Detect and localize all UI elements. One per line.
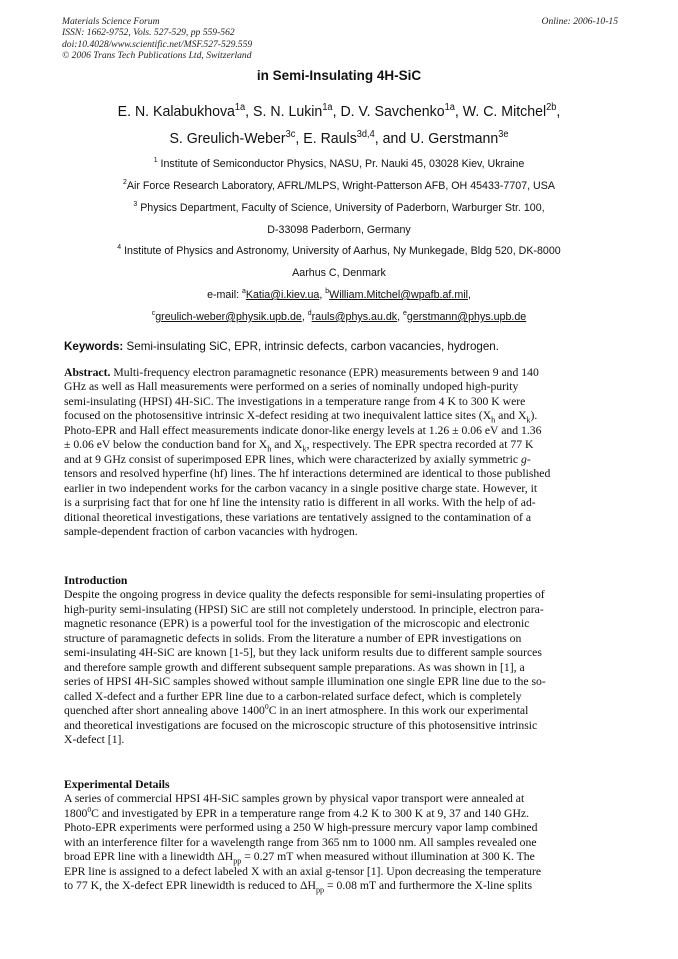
body-line: EPR line is assigned to a defect labeled X with an axial g-tensor [1]. Upon decreasing the temperature bbox=[64, 864, 542, 878]
email-link-c[interactable]: greulich-weber@physik.upb.de bbox=[155, 311, 302, 323]
email-line-1: e-mail: $^a$Katia@i.kiev.ua, $^b$William.Mitchel@wpafb.af.mil, bbox=[207, 286, 471, 301]
abstract-line: and at 9 GHz consist of superimposed EPR lines, which were characterized by axially symmetric g- bbox=[64, 452, 531, 466]
affiliation-4: $^4$ Institute of Physics and Astronomy, University of Aarhus, Ny Munkegade, Bldg 520, DK-8000 bbox=[117, 242, 561, 257]
journal-doi: doi:10.4028/www.scientific.net/MSF.527-529.559 bbox=[62, 38, 253, 50]
author-affil-mark: 3d,4 bbox=[356, 129, 375, 140]
author: W. C. Mitchel bbox=[462, 103, 547, 120]
abstract-line: ditional theoretical investigations, these variations are tentatively assigned to the contamination of a bbox=[64, 510, 532, 524]
body-line: A series of commercial HPSI 4H-SiC samples grown by physical vapor transport were annealed at bbox=[64, 792, 525, 806]
author-line-2: S. Greulich-Weber$^{3c}$, E. Rauls$^{3d,4}$, and U. Gerstmann$^{3e}$ bbox=[169, 129, 509, 147]
abstract-line: earlier in two independent works for the carbon vacancy in a single positive charge state. However, it bbox=[64, 481, 538, 495]
abstract-label: Abstract. bbox=[64, 366, 111, 379]
experimental-section bbox=[64, 778, 616, 894]
body-line: broad EPR line with a linewidth $\Delta H_{pp} = 0.27$ mT when measured without illumination at 300 K. The bbox=[64, 850, 535, 866]
keywords bbox=[64, 340, 499, 353]
section-heading: Experimental Details bbox=[64, 778, 170, 791]
author-affil-mark: 3c bbox=[285, 129, 296, 140]
body-line: 1800$^0$C and investigated by EPR in a temperature range from 4.2 K to 300 K at 9, 37 and 140 GHz. bbox=[64, 805, 530, 820]
author: S. Greulich-Weber bbox=[169, 130, 286, 147]
body-line: X-defect [1]. bbox=[64, 732, 125, 746]
email-link-d[interactable]: rauls@phys.au.dk bbox=[311, 311, 398, 323]
journal-name: Materials Science Forum bbox=[62, 16, 160, 27]
body-line: quenched after short annealing above 1400$^0$C in an inert atmosphere. In this work our experimental bbox=[64, 702, 529, 718]
body-line: magnetic resonance (EPR) is a powerful tool for the investigation of the microscopic and electronic bbox=[64, 617, 530, 631]
author-affil-mark: 2b bbox=[546, 102, 557, 113]
body-line: high-purity semi-insulating (HPSI) SiC are still not completely understood. In principle, electron para- bbox=[64, 602, 544, 616]
email-link-e[interactable]: gerstmann@phys.upb.de bbox=[406, 311, 527, 323]
author-affil-mark: 1a bbox=[444, 102, 455, 113]
author: U. Gerstmann bbox=[410, 130, 499, 147]
abstract-line: focused on the photosensitive intrinsic X-defect residing at two inequivalent lattice sites ($X_h$ and $X_k$). bbox=[64, 409, 538, 425]
paper-title: in Semi-Insulating 4H-SiC bbox=[256, 68, 422, 83]
affiliation-2: $^2$Air Force Research Laboratory, AFRL/MLPS, Wright-Patterson AFB, OH 45433-7707, USA bbox=[123, 177, 555, 192]
email-link-a[interactable]: Katia@i.kiev.ua bbox=[245, 289, 320, 301]
body-line: with an interference filter for a wavelength range from 365 nm to 1000 nm. All samples revealed one bbox=[64, 835, 537, 849]
abstract-line: Photo-EPR and Hall effect measurements indicate donor-like energy levels at 1.26 ± 0.06 eV and 1.36 bbox=[64, 423, 542, 437]
journal-issn: ISSN: 1662-9752, Vols. 527-529, pp 559-562 bbox=[62, 27, 235, 39]
abstract-line: tensors and resolved hyperfine (hf) lines. The hf interactions determined are identical to those published bbox=[64, 467, 551, 481]
body-line: called X-defect and a further EPR line due to a carbon-related surface defect, which is completely bbox=[64, 689, 522, 703]
author-affil-mark: 3e bbox=[498, 129, 509, 140]
online-date: Online: 2006-10-15 bbox=[541, 16, 618, 27]
body-line: series of HPSI 4H-SiC samples showed without sample illumination one single EPR line due to the so- bbox=[64, 675, 546, 689]
keywords-text: Semi-insulating SiC, EPR, intrinsic defects, carbon vacancies, hydrogen. bbox=[126, 340, 499, 353]
introduction-section bbox=[64, 574, 616, 747]
abstract-line: ± 0.06 eV below the conduction band for $X_h$ and $X_k$, respectively. The EPR spectra recorded at 77 K bbox=[64, 438, 534, 454]
body-line: and theoretical investigations are focused on the microscopic structure of this photosensitive intrinsic bbox=[64, 718, 538, 732]
author: S. N. Lukin bbox=[253, 103, 323, 120]
author: E. N. Kalabukhova bbox=[117, 103, 235, 120]
author-affil-mark: 1a bbox=[322, 102, 333, 113]
abstract bbox=[64, 366, 616, 539]
abstract-line: is a surprising fact that for one hf line the intensity ratio is different in all works. With the help of ad- bbox=[64, 496, 536, 510]
affiliation-4-cont: Aarhus C, Denmark bbox=[292, 267, 386, 279]
body-line: semi-insulating 4H-SiC are known [1-5], but they lack uniform results due to different sample sources bbox=[64, 646, 542, 660]
email-line-2: $^c$greulich-weber@physik.upb.de, $^d$rauls@phys.au.dk, $^e$gerstmann@phys.upb.de bbox=[151, 308, 527, 323]
journal-header bbox=[62, 16, 618, 62]
body-line: to 77 K, the X-defect EPR linewidth is reduced to $\Delta H_{pp} = 0.08$ mT and furthermore the X-line splits bbox=[64, 879, 533, 895]
body-line: and therefore sample growth and different subsequent sample preparations. As was shown in [1], a bbox=[64, 660, 525, 674]
affiliation-1: $^1$ Institute of Semiconductor Physics, NASU, Pr. Nauki 45, 03028 Kiev, Ukraine bbox=[153, 155, 525, 170]
email-link-b[interactable]: William.Mitchel@wpafb.af.mil bbox=[329, 289, 468, 301]
affiliation-3-cont: D-33098 Paderborn, Germany bbox=[267, 224, 411, 236]
affiliation-3: $^3$ Physics Department, Faculty of Science, University of Paderborn, Warburger Str. 100, bbox=[133, 199, 545, 214]
author-affil-mark: 1a bbox=[234, 102, 246, 113]
abstract-line: sample-dependent fraction of carbon vacancies with hydrogen. bbox=[64, 524, 358, 538]
author: D. V. Savchenko bbox=[340, 103, 445, 120]
abstract-line: semi-insulating (HPSI) 4H-SiC. The investigations in a temperature range from 4 K to 300 K were bbox=[64, 394, 526, 408]
body-line: Despite the ongoing progress in device quality the defects responsible for semi-insulating properties of bbox=[64, 588, 545, 602]
author: E. Rauls bbox=[303, 130, 357, 147]
body-line: Photo-EPR experiments were performed using a 250 W high-pressure mercury vapor lamp combined bbox=[64, 821, 538, 835]
section-heading: Introduction bbox=[64, 574, 128, 587]
abstract-line: Abstract. Multi-frequency electron paramagnetic resonance (EPR) measurements between 9 and 140 bbox=[64, 366, 539, 379]
body-line: structure of paramagnetic defects in solids. From the literature a number of EPR investigations on bbox=[64, 631, 522, 645]
abstract-line: GHz as well as Hall measurements were performed on a series of nominally undoped high-purity bbox=[64, 380, 519, 394]
keywords-label: Keywords: bbox=[64, 340, 124, 353]
journal-copyright: © 2006 Trans Tech Publications Ltd, Switzerland bbox=[62, 50, 252, 62]
author-line-1: E. N. Kalabukhova$^{1a}$, S. N. Lukin$^{1a}$, D. V. Savchenko$^{1a}$, W. C. Mitchel$^{2b}$, bbox=[117, 102, 561, 120]
